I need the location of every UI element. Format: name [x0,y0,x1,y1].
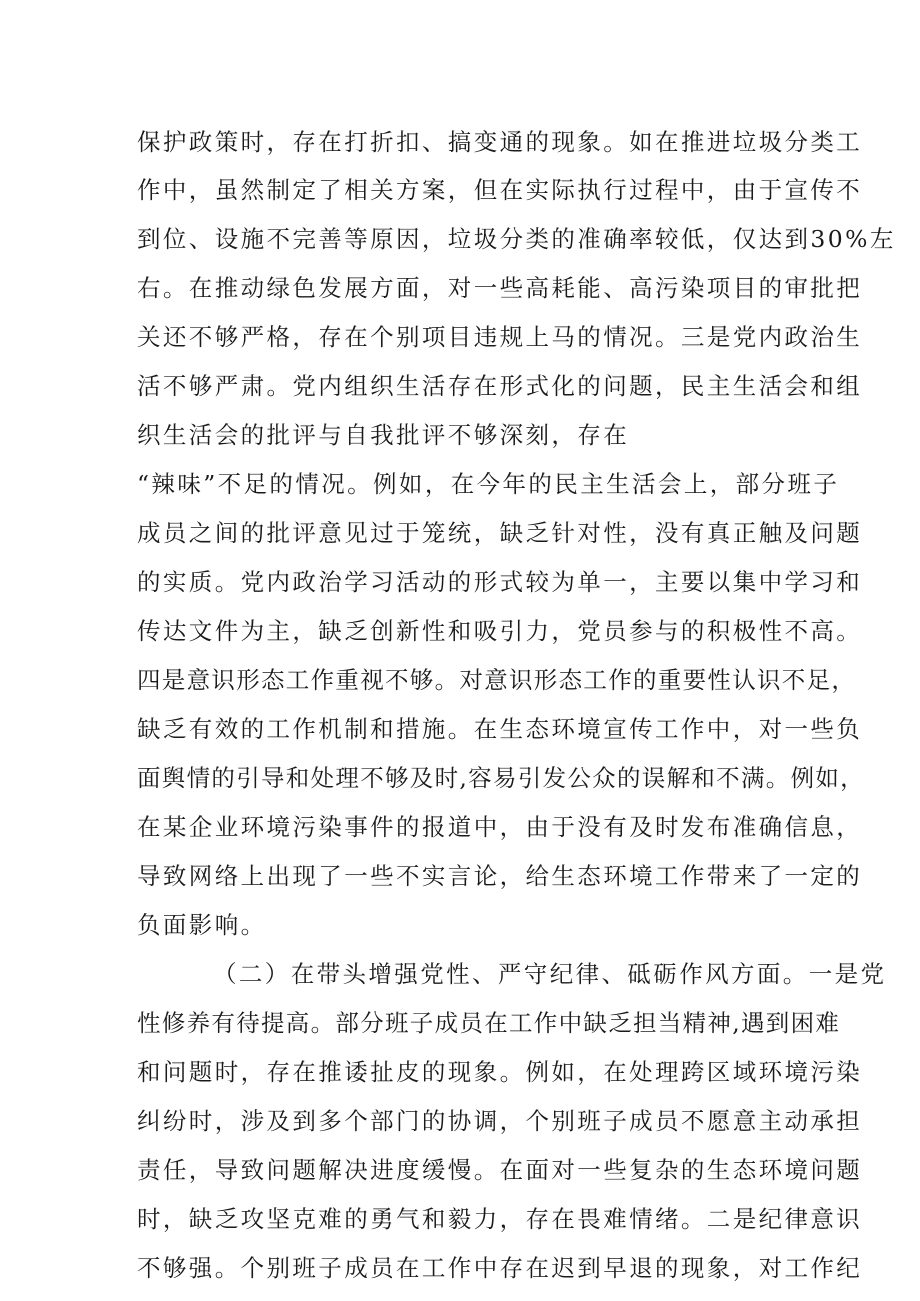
text-line: 在某企业环境污染事件的报道中，由于没有及时发布准确信息， [137,813,863,841]
text-line: 负面影响。 [137,911,267,939]
text-line: 时，缺乏攻坚克难的勇气和毅力，存在畏难情绪。二是纪律意识 [137,1205,863,1233]
text-line: 和问题时，存在推诿扯皮的现象。例如，在处理跨区域环境污染 [137,1058,863,1086]
text-line: 活不够严肃。党内组织生活存在形式化的问题，民主生活会和组 [137,372,863,400]
text-line: 性修养有待提高。部分班子成员在工作中缺乏担当精神,遇到困难 [137,1009,841,1037]
text-line: 织生活会的批评与自我批评不够深刻，存在 [137,421,630,449]
text-line: 责任，导致问题解决进度缓慢。在面对一些复杂的生态环境问题 [137,1156,863,1184]
text-line: 关还不够严格，存在个别项目违规上马的情况。三是党内政治生 [137,323,863,351]
text-line: 导致网络上出现了一些不实言论，给生态环境工作带来了一定的 [137,862,863,890]
text-line: 面舆情的引导和处理不够及时,容易引发公众的误解和不满。例如， [137,764,865,792]
paragraph-first-line: （二）在带头增强党性、严守纪律、砥砺作风方面。一是党 [213,960,887,988]
text-line: 传达文件为主，缺乏创新性和吸引力，党员参与的积极性不高。 [137,617,863,645]
text-line: 成员之间的批评意见过于笼统，缺乏针对性，没有真正触及问题 [137,519,863,547]
text-line: “辣味”不足的情况。例如，在今年的民主生活会上，部分班子 [137,470,840,498]
text-line: 缺乏有效的工作机制和措施。在生态环境宣传工作中，对一些负 [137,715,863,743]
text-line: 不够强。个别班子成员在工作中存在迟到早退的现象，对工作纪 [137,1254,863,1282]
text-line: 右。在推动绿色发展方面，对一些高耗能、高污染项目的审批把 [137,274,863,302]
text-line: 保护政策时，存在打折扣、搞变通的现象。如在推进垃圾分类工 [137,128,863,156]
text-line: 纠纷时，涉及到多个部门的协调，个别班子成员不愿意主动承担 [137,1107,863,1135]
text-line: 到位、设施不完善等原因，垃圾分类的准确率较低，仅达到30%左 [137,225,896,253]
text-line: 的实质。党内政治学习活动的形式较为单一，主要以集中学习和 [137,568,863,596]
text-line: 作中，虽然制定了相关方案，但在实际执行过程中，由于宣传不 [137,176,863,204]
text-line: 四是意识形态工作重视不够。对意识形态工作的重要性认识不足， [137,666,857,694]
